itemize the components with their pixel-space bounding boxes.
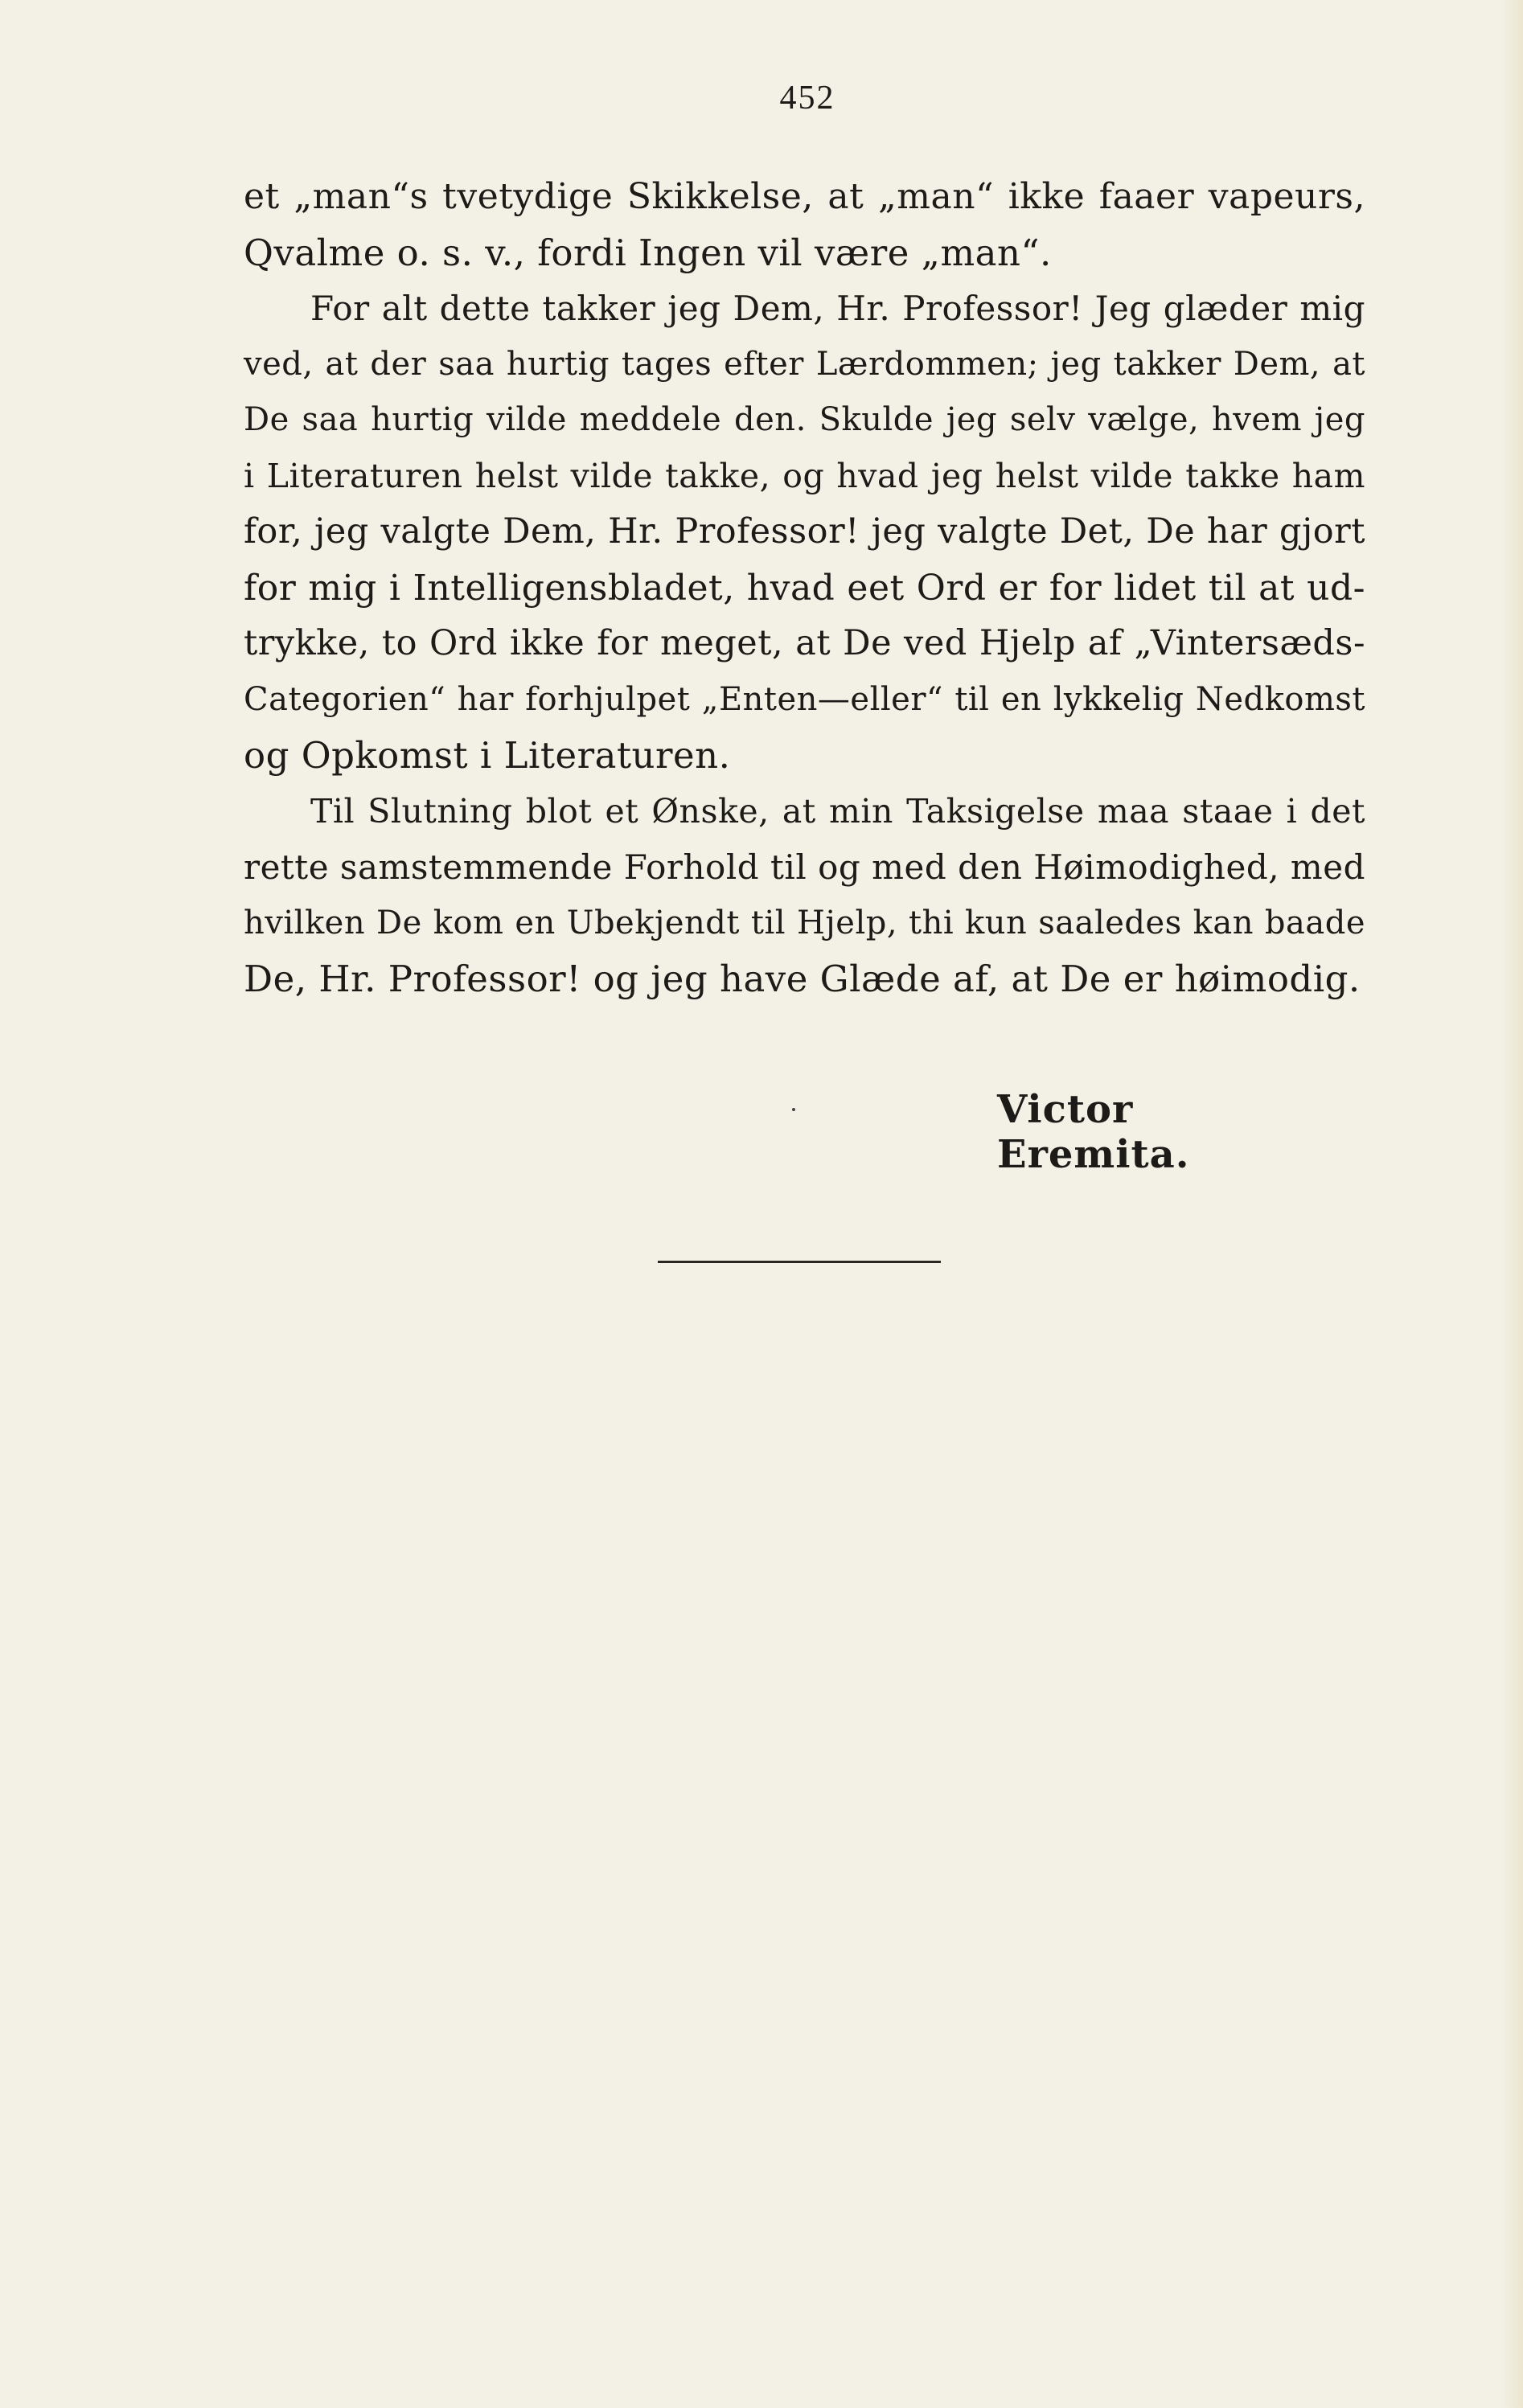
signature: Victor Eremita. xyxy=(997,1087,1190,1177)
text-line: rette samstemmende Forhold til og med den Høimodighed, med xyxy=(244,847,1365,887)
text-line: ved, at der saa hurtig tages efter Lærdommen; jeg takker Dem, at xyxy=(244,345,1365,383)
paragraph-1 xyxy=(244,169,1365,281)
text-line: et „man“s tvetydige Skikkelse, at „man“ ikke faaer vapeurs, xyxy=(244,176,1365,217)
text-line: De, Hr. Professor! og jeg have Glæde af, at De er høimodig. xyxy=(244,958,1361,1000)
text-line: i Literaturen helst vilde takke, og hvad jeg helst vilde takke ham xyxy=(244,456,1365,495)
text-line: for, jeg valgte Dem, Hr. Professor! jeg valgte Det, De har gjort xyxy=(244,511,1365,552)
page-edge-shadow xyxy=(1500,0,1523,2408)
text-line: Til Slutning blot et Ønske, at min Taksigelse maa staae i det xyxy=(310,791,1365,831)
text-line: For alt dette takker jeg Dem, Hr. Professor! Jeg glæder mig xyxy=(310,289,1365,328)
text-line: Qvalme o. s. v., fordi Ingen vil være „man“. xyxy=(244,231,1052,274)
text-line: hvilken De kom en Ubekjendt til Hjelp, thi kun saaledes kan baade xyxy=(244,904,1365,941)
body-text xyxy=(244,169,1365,1007)
text-line: Categorien“ har forhjulpet „Enten—eller“ til en lykkelig Nedkomst xyxy=(244,680,1365,718)
section-divider-rule xyxy=(658,1261,941,1263)
text-line: for mig i Intelligensbladet, hvad eet Ord er for lidet til at ud- xyxy=(244,567,1365,609)
paragraph-3 xyxy=(244,784,1365,1007)
printing-speck xyxy=(792,1108,795,1111)
text-line: og Opkomst i Literaturen. xyxy=(244,734,731,777)
text-line: De saa hurtig vilde meddele den. Skulde jeg selv vælge, hvem jeg xyxy=(244,401,1365,438)
paragraph-2 xyxy=(244,281,1365,784)
page-number: 452 xyxy=(779,80,835,117)
text-line: trykke, to Ord ikke for meget, at De ved Hjelp af „Vintersæds- xyxy=(244,623,1365,663)
